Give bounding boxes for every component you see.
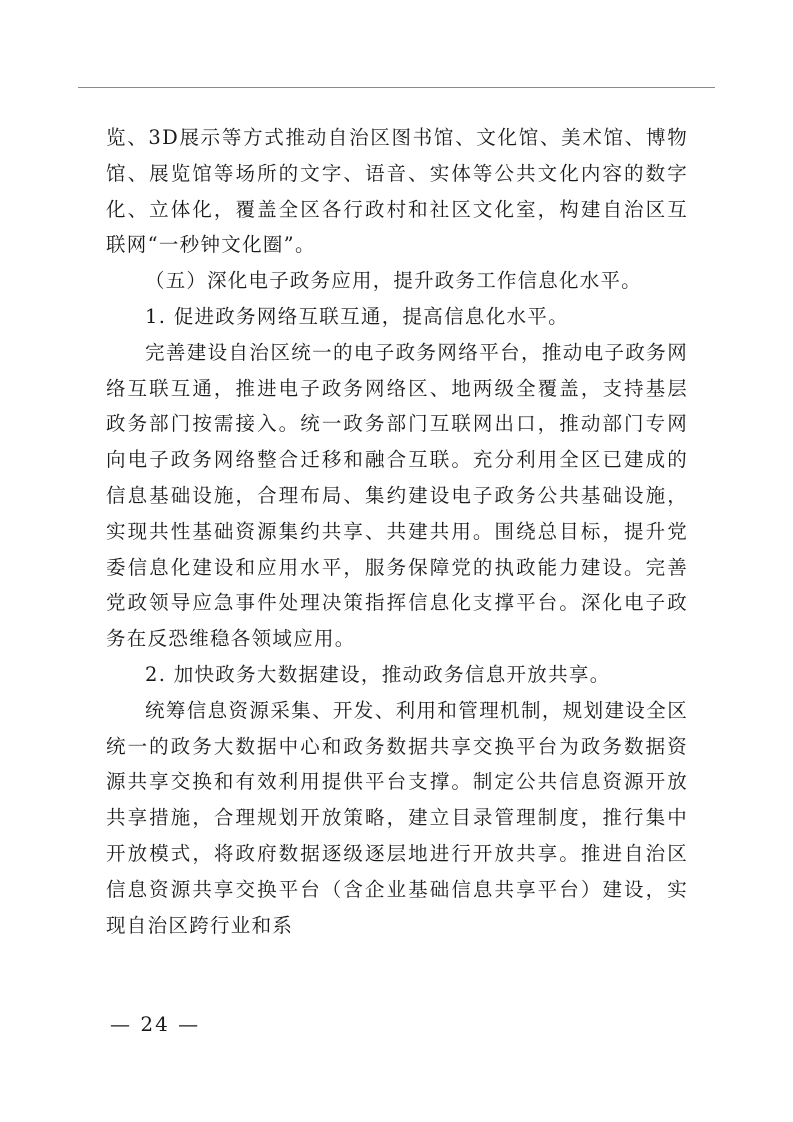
paragraph: 统筹信息资源采集、开发、利用和管理机制，规划建设全区统一的政务大数据中心和政务数据共享交换平台为政务数据资源共享交换和有效利用提供平台支撑。制定公共信息资源开放共享措施，合理规划开放策略，建立目录管理制度，推行集中开放模式，将政府数据逐级逐层地进行开放共享。推进自治区信息资源共享交换平台（含企业基础信息共享平台）建设，实现自治区跨行业和系 [106, 698, 688, 937]
paragraph-continuation: 览、3D展示等方式推动自治区图书馆、文化馆、美术馆、博物馆、展览馆等场所的文字、语音、实体等公共文化内容的数字化、立体化，覆盖全区各行政村和社区文化室，构建自治区互联网“一秒钟文化圈”。 [106, 126, 688, 257]
section-heading: （五）深化电子政务应用，提升政务工作信息化水平。 [145, 269, 642, 293]
page-number: — 24 — [110, 1012, 201, 1036]
subsection-heading: 1. 促进政务网络互联互通，提高信息化水平。 [145, 304, 569, 328]
document-body [106, 120, 688, 943]
header-rule [78, 87, 715, 88]
paragraph: 完善建设自治区统一的电子政务网络平台，推动电子政务网络互联互通，推进电子政务网络区、地两级全覆盖，支持基层政务部门按需接入。统一政务部门互联网出口，推动部门专网向电子政务网络整合迁移和融合互联。充分利用全区已建成的信息基础设施，合理布局、集约建设电子政务公共基础设施，实现共性基础资源集约共享、共建共用。围绕总目标，提升党委信息化建设和应用水平，服务保障党的执政能力建设。完善党政领导应急事件处理决策指挥信息化支撑平台。深化电子政务在反恐维稳各领域应用。 [106, 340, 688, 651]
subsection-heading: 2. 加快政务大数据建设，推动政务信息开放共享。 [145, 662, 611, 686]
